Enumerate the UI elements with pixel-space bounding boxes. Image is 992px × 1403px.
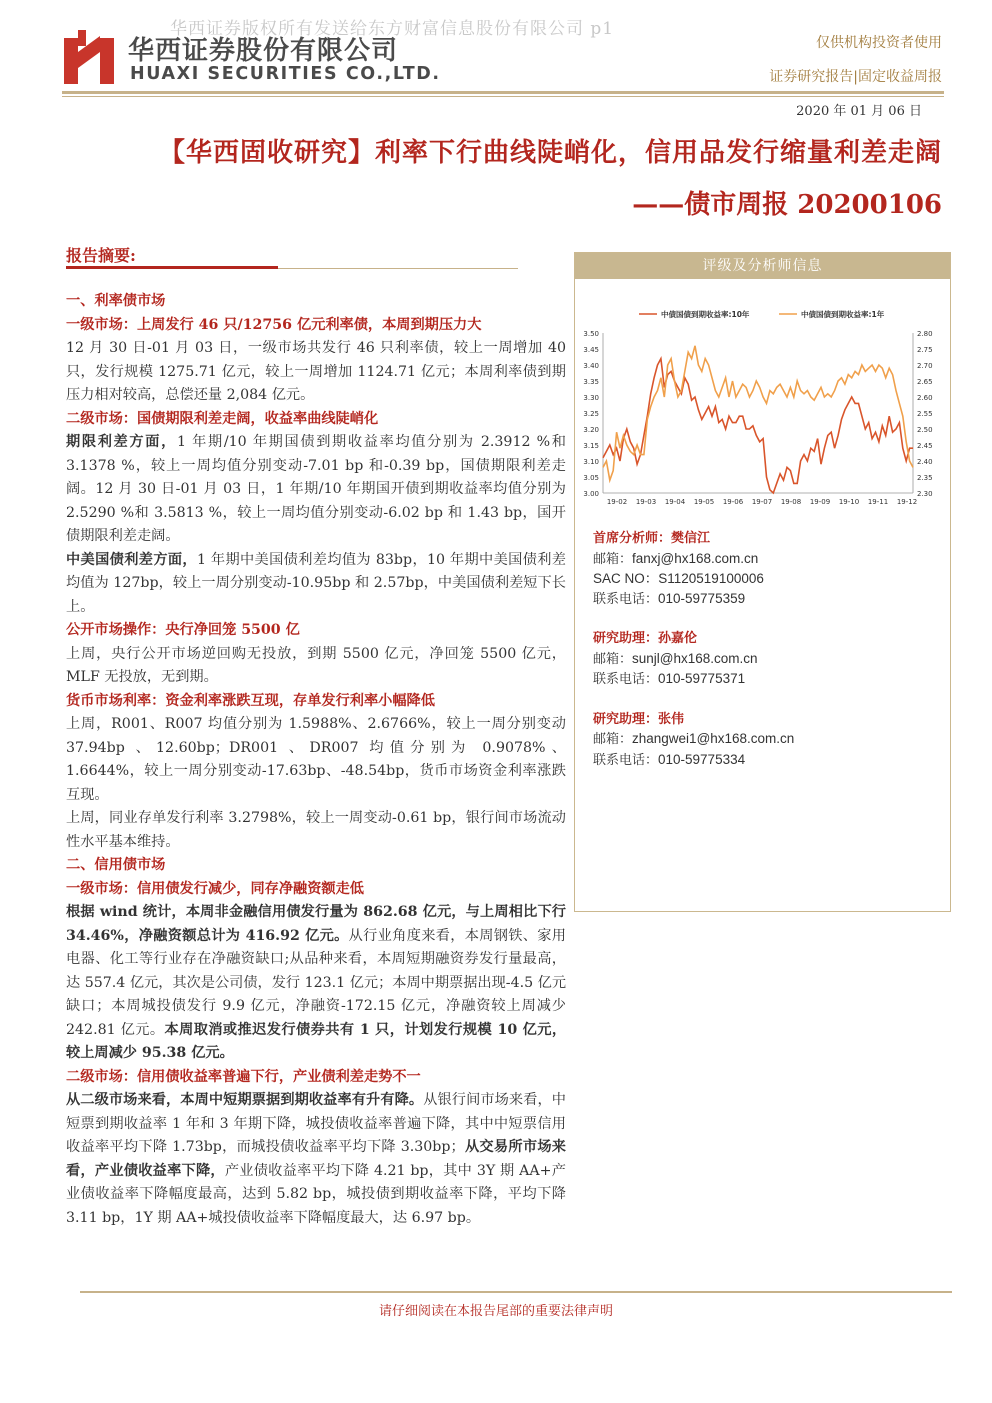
analyst-phone: 010-59775334 bbox=[658, 751, 746, 767]
y-tick-label-left: 3.25 bbox=[583, 410, 599, 418]
x-tick-label: 19-07 bbox=[751, 498, 773, 506]
report-title: 【华西固收研究】利率下行曲线陡峭化，信用品发行缩量利差走阔 bbox=[158, 138, 942, 168]
lead-text: 中美国债利差方面， bbox=[66, 551, 197, 568]
phone-label: 联系电话： bbox=[593, 752, 659, 768]
phone-label: 联系电话： bbox=[593, 591, 659, 607]
audience-tag: 仅供机构投资者使用 bbox=[816, 35, 942, 51]
y-tick-label-right: 2.40 bbox=[917, 458, 933, 466]
paragraph bbox=[66, 1089, 566, 1230]
body-text: 1 年期中美国债利差均值为 83bp，10 年期中美国债利差均值为 127bp，较上一周分别变动-10.95bp 和 2.57bp，中美国债利差短下长上。 bbox=[66, 551, 566, 615]
y-tick-label-right: 2.30 bbox=[917, 490, 933, 498]
abstract-label: 报告摘要: bbox=[66, 246, 136, 265]
y-tick-label-left: 3.50 bbox=[583, 330, 599, 338]
analyst-entry bbox=[593, 529, 794, 609]
analyst-role: 研究助理： bbox=[593, 631, 659, 646]
legend-label-2: 中债国债到期收益率:1年 bbox=[801, 310, 885, 319]
subsection-heading: 货币市场利率：资金利率涨跌互现，存单发行利率小幅降低 bbox=[66, 692, 435, 709]
paragraph: 12 月 30 日-01 月 03 日，一级市场共发行 46 只利率债，较上一周增加 40 只，发行规模 1275.71 亿元，较上一周增加 1124.71 亿元；本周利率债到期压力相对较高，总偿还量 2,084 亿元。 bbox=[66, 340, 566, 403]
y-tick-label-left: 3.10 bbox=[583, 458, 599, 466]
x-tick-label: 19-05 bbox=[693, 498, 715, 506]
body-text: 从行业角度来看，本周钢铁、家用电器、化工等行业存在净融资缺口;从品种来看，本周短期融资券发行量最高，达 557.4 亿元，其次是公司债，发行 123.1 亿元；本周中期票据出现-4.5 亿元缺口；本周城投债发行 9.9 亿元，净融资-172.15 亿元，净融资较上周减少 242.81 亿元。 bbox=[66, 927, 567, 1038]
footer-disclaimer: 请仔细阅读在本报告尾部的重要法律声明 bbox=[378, 1304, 613, 1319]
section-heading: 二、信用债市场 bbox=[66, 857, 166, 873]
bold-text: 根据 wind 统计，本周非金融信用债发行量为 862.68 亿元，与上周相比下行 34.46%，净融资额总计为 416.92 亿元。 bbox=[66, 904, 566, 944]
subsection-heading: 一级市场：上周发行 46 只/12756 亿元利率债，本周到期压力大 bbox=[66, 316, 482, 333]
watermark: 华西证券版权所有发送给东方财富信息股份有限公司 p1 bbox=[170, 19, 615, 39]
y-tick-label-left: 3.35 bbox=[583, 378, 599, 386]
paragraph: 上周，同业存单发行利率 3.2798%，较上一周变动-0.61 bp，银行间市场流动性水平基本维持。 bbox=[66, 810, 566, 850]
lead-text: 期限利差方面， bbox=[66, 434, 177, 450]
bold-text: 从交易所市场来看，产业债收益率下降， bbox=[66, 1139, 566, 1179]
company-logo bbox=[64, 30, 114, 84]
footer-divider bbox=[80, 1291, 952, 1293]
analyst-name: 樊信江 bbox=[671, 531, 711, 546]
company-name-cn: 华西证券股份有限公司 bbox=[128, 36, 399, 66]
abstract-underline-thin bbox=[278, 268, 518, 269]
paragraph bbox=[66, 901, 566, 1066]
y-tick-label-left: 3.30 bbox=[583, 394, 599, 402]
series-line-2 bbox=[603, 346, 913, 480]
x-tick-label: 19-06 bbox=[722, 498, 744, 506]
yield-chart bbox=[579, 301, 947, 513]
y-tick-label-right: 2.50 bbox=[917, 426, 933, 434]
y-tick-label-right: 2.65 bbox=[917, 378, 933, 386]
header-divider-thin bbox=[62, 96, 944, 97]
x-tick-label: 19-02 bbox=[606, 498, 628, 506]
paragraph bbox=[66, 549, 566, 620]
analyst-phone: 010-59775371 bbox=[658, 671, 746, 686]
legend-label-1: 中债国债到期收益率:10年 bbox=[661, 310, 750, 319]
y-tick-label-right: 2.75 bbox=[917, 346, 933, 354]
analyst-panel bbox=[574, 252, 951, 912]
header-divider bbox=[62, 91, 944, 94]
y-tick-label-left: 3.00 bbox=[583, 490, 599, 498]
panel-header: 评级及分析师信息 bbox=[575, 253, 950, 279]
report-subtitle: ——债市周报 20200106 bbox=[632, 190, 942, 220]
analyst-name: 张伟 bbox=[658, 711, 685, 727]
email-label: 邮箱： bbox=[593, 551, 633, 567]
analyst-entry bbox=[593, 629, 794, 690]
y-tick-label-left: 3.40 bbox=[583, 362, 599, 370]
paragraph bbox=[66, 431, 566, 549]
analyst-email[interactable]: sunjl@hx168.com.cn bbox=[632, 650, 758, 666]
y-tick-label-right: 2.70 bbox=[917, 362, 933, 370]
paragraph: 上周，央行公开市场逆回购无投放，到期 5500 亿元，净回笼 5500 亿元，MLF 无投放，无到期。 bbox=[66, 645, 566, 685]
analyst-role: 首席分析师： bbox=[593, 531, 672, 546]
y-tick-label-left: 3.20 bbox=[583, 426, 599, 434]
email-label: 邮箱： bbox=[593, 732, 633, 747]
bold-text: 本周取消或推迟发行债券共有 1 只，计划发行规模 10 亿元，较上周减少 95.38 亿元。 bbox=[66, 1021, 567, 1061]
analyst-role: 研究助理： bbox=[593, 711, 659, 727]
y-tick-label-left: 3.05 bbox=[583, 474, 599, 482]
email-label: 邮箱： bbox=[593, 651, 633, 667]
report-type-tag: 证券研究报告|固定收益周报 bbox=[769, 69, 942, 85]
body-text: 产业债收益率平均下降 4.21 bp，其中 3Y 期 AA+产业债收益率下降幅度最高，达到 5.82 bp，城投债到期收益率下降，平均下降 3.11 bp，1Y 期 AA+城投债收益率下降幅度最大，达 6.97 bp。 bbox=[66, 1162, 566, 1226]
x-tick-label: 19-03 bbox=[635, 498, 657, 506]
bold-text: 从二级市场来看，本周中短期票据到期收益率有升有降。 bbox=[66, 1092, 424, 1108]
y-tick-label-right: 2.55 bbox=[917, 410, 933, 418]
x-tick-label: 19-12 bbox=[896, 498, 918, 506]
y-tick-label-right: 2.60 bbox=[917, 394, 933, 402]
y-tick-label-left: 3.15 bbox=[583, 442, 599, 450]
body-text: 从银行间市场来看，中短票到期收益率 1 年和 3 年期下降，城投债收益率普遍下降，其中中短票信用收益率平均下降 1.73bp，而城投债收益率平均下降 3.30bp； bbox=[66, 1092, 566, 1155]
analyst-phone: 010-59775359 bbox=[658, 590, 746, 606]
company-name-en: HUAXI SECURITIES CO.,LTD. bbox=[130, 64, 441, 84]
analyst-entry bbox=[593, 710, 794, 771]
y-tick-label-left: 3.45 bbox=[583, 346, 599, 354]
analyst-name: 孙嘉伦 bbox=[658, 631, 698, 646]
y-tick-label-right: 2.80 bbox=[917, 330, 933, 338]
abstract-underline bbox=[66, 266, 278, 269]
analyst-sac: SAC NO：S1120519100006 bbox=[593, 571, 764, 586]
x-tick-label: 19-11 bbox=[867, 498, 889, 506]
analyst-email[interactable]: zhangwei1@hx168.com.cn bbox=[632, 731, 795, 746]
y-tick-label-right: 2.45 bbox=[917, 442, 933, 450]
paragraph: 上周，R001、R007 均值分别为 1.5988%、2.6766%，较上一周分别变动 37.94bp 、12.60bp；DR001 、DR007 均值分别为 0.9078%、1.6644%，较上一周分别变动-17.63bp、-48.54bp，货币市场资金利率涨跌互现。 bbox=[66, 716, 566, 803]
subsection-heading: 一级市场：信用债发行减少，同存净融资额走低 bbox=[66, 880, 364, 897]
phone-label: 联系电话： bbox=[593, 672, 659, 687]
x-tick-label: 19-10 bbox=[838, 498, 860, 506]
subsection-heading: 二级市场：信用债收益率普遍下行，产业债利差走势不一 bbox=[66, 1068, 421, 1085]
body-text: 1 年期/10 年期国债到期收益率均值分别为 2.3912 %和 3.1378 %，较上一周均值分别变动-7.01 bp 和-0.39 bp，国债期限利差走阔。12 月 30 日-01 月 03 日，1 年期/10 年期国开债到期收益率均值分别为 2.5290 %和 3.5813 %，较上一周均值分别变动-6.02 bp 和 1.43 bp，国开债期限利差走阔。 bbox=[66, 434, 566, 544]
series-line-1 bbox=[603, 359, 913, 493]
section-heading: 一、利率债市场 bbox=[66, 293, 166, 309]
x-tick-label: 19-09 bbox=[809, 498, 831, 506]
x-tick-label: 19-04 bbox=[664, 498, 686, 506]
summary-column bbox=[66, 290, 566, 1230]
report-date: 2020 年 01 月 06 日 bbox=[796, 104, 922, 119]
x-tick-label: 19-08 bbox=[780, 498, 802, 506]
analyst-list bbox=[593, 529, 794, 790]
analyst-email[interactable]: fanxj@hx168.com.cn bbox=[632, 550, 759, 566]
subsection-heading: 二级市场：国债期限利差走阔，收益率曲线陡峭化 bbox=[66, 410, 379, 427]
subsection-heading: 公开市场操作：央行净回笼 5500 亿 bbox=[66, 622, 300, 638]
y-tick-label-right: 2.35 bbox=[917, 474, 933, 482]
